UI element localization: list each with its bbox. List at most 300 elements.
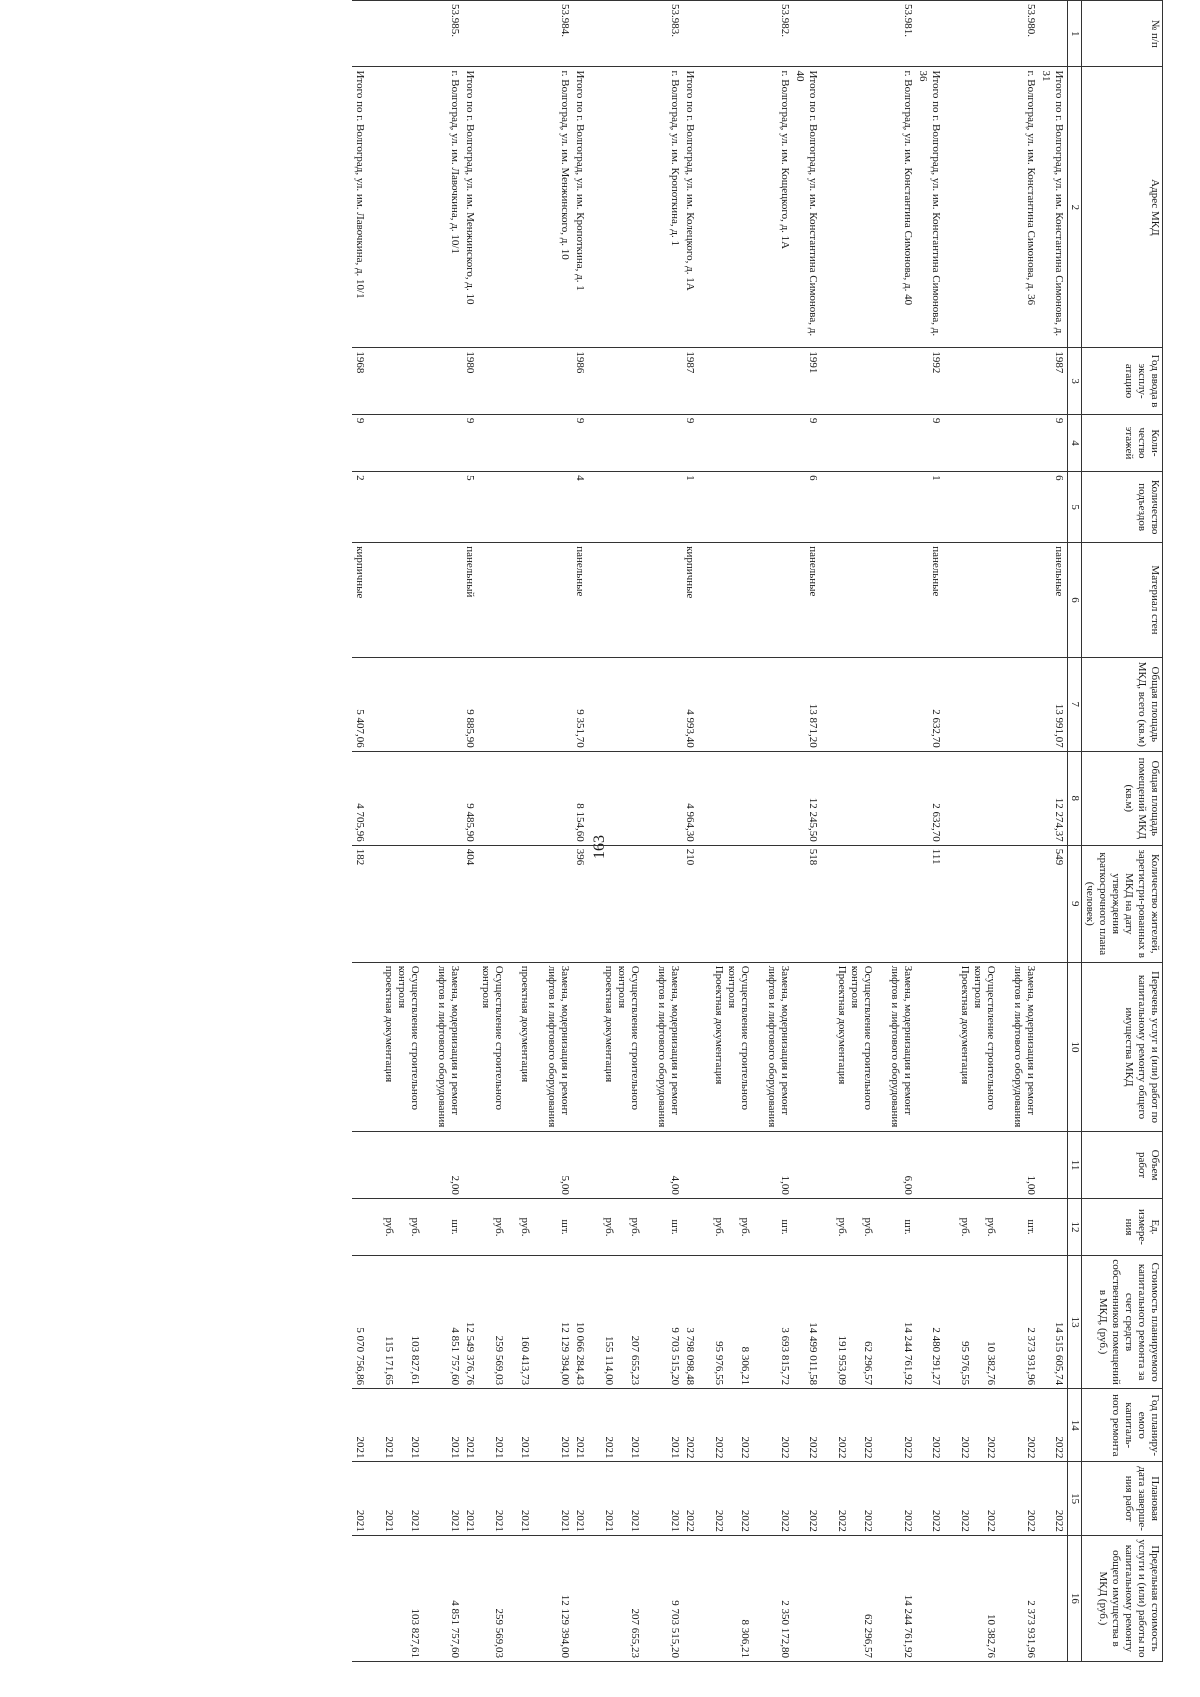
empty-cell [588,845,682,962]
cost [478,1256,572,1389]
cost-line: 3 693 815,72 [779,1327,791,1386]
cost-line: 4 851 757,60 [449,1327,461,1386]
column-header: Год ввода в эксплу-атацию [1082,348,1163,414]
floors-cell: 9 [1038,414,1068,471]
end-date [944,1462,1038,1535]
empty-cell [944,845,1038,962]
plan-year-line: 2022 [779,1436,791,1459]
empty-cell [368,657,462,751]
walls-cell: панельные [915,543,944,658]
end-date-line: 2021 [629,1509,641,1532]
volume-cell [462,1132,478,1198]
limit [478,1535,572,1661]
empty-cell [698,845,792,962]
address-cell: Итого по г. Волгоград, ул. им. Константина Симонова, д. 31 [1038,67,1068,348]
plan-year-line: 2021 [449,1436,461,1459]
cost-line: 14 244 761,92 [902,1321,914,1386]
empty-cell [944,472,1038,543]
works-line: Осуществление строительного контроля [480,965,505,1111]
works-line: Осуществление строительного контроля [616,965,641,1111]
end-date-line: 2021 [383,1509,395,1532]
column-header: № п/п [1082,1,1163,67]
row-number: 53.985. [368,1,462,67]
end-date [368,1462,462,1535]
cost-line: 160 413,73 [519,1335,531,1386]
column-number: 1 [1068,1,1082,67]
row-number [915,1,944,67]
unit-line: шт. [902,1219,914,1235]
column-number: 8 [1068,751,1082,845]
volume-line: 2,00 [449,1175,461,1195]
works-cell [792,962,821,1132]
entrances-cell: 6 [792,472,821,543]
entrances-cell: 4 [572,472,588,543]
limit-cell [462,1535,478,1661]
row-number: 53.983. [588,1,682,67]
limit-cell [792,1535,821,1661]
limit-line: 10 382,76 [985,1614,997,1658]
total-row [1038,1,1068,1662]
page-number: 163 [591,835,608,859]
plan-year [588,1389,682,1462]
column-header: Количество подъездов [1082,472,1163,543]
cost-line: 155 114,00 [603,1336,615,1386]
address-cell: Итого по г. Волгоград, ул. им. Лавочкина, д. 10/1 [352,67,368,348]
works-line: Проектная документация [836,965,848,1085]
limit-cell [915,1535,944,1661]
cost-line: 103 827,61 [409,1335,421,1386]
empty-cell [821,751,915,845]
walls-cell: кирпичные [352,543,368,658]
row-number [682,1,698,67]
total-row [352,1,368,1662]
works-line: Проектная документация [713,965,725,1085]
end-date-cell: 2022 [682,1462,698,1535]
plan-year-line: 2021 [669,1436,681,1459]
works-line: Замена, модернизация и ремонт лифтов и лифтового оборудования [766,965,791,1128]
works [698,962,792,1132]
unit [944,1198,1038,1255]
limit [698,1535,792,1661]
row-number [792,1,821,67]
table-row [821,1,915,1662]
area-rooms-cell: 12 245,50 [792,751,821,845]
floors-cell: 9 [792,414,821,471]
area-rooms-cell: 8 154,60 [572,751,588,845]
limit-line: 2 350 172,80 [779,1600,791,1658]
entrances-cell: 5 [462,472,478,543]
column-number: 4 [1068,414,1082,471]
limit [821,1535,915,1661]
table-row [698,1,792,1662]
plan-year [478,1389,572,1462]
column-number: 15 [1068,1462,1082,1535]
plan-year-line: 2021 [409,1436,421,1459]
limit-line [822,1539,848,1658]
cost-cell: 3 798 098,48 [682,1256,698,1389]
year-cell: 1987 [682,348,698,414]
end-date-line: 2022 [959,1509,971,1532]
address-cell: Итого по г. Волгоград, ул. им. Константина Симонова, д. 36 [915,67,944,348]
empty-cell [588,472,682,543]
empty-cell [368,845,462,962]
floors-cell: 9 [682,414,698,471]
column-number: 11 [1068,1132,1082,1198]
row-number [462,1,478,67]
plan-year-cell: 2022 [792,1389,821,1462]
address-cell: г. Волгоград, ул. им. Кропоткина, д. 1 [588,67,682,348]
limit-cell [682,1535,698,1661]
limit-line [505,1539,531,1658]
end-date-cell: 2022 [792,1462,821,1535]
empty-cell [478,845,572,962]
year-cell: 1968 [352,348,368,414]
cost-line: 9 703 515,20 [669,1327,681,1386]
walls-cell: панельные [1038,543,1068,658]
end-date [588,1462,682,1535]
empty-cell [478,348,572,414]
address-cell: Итого по г. Волгоград, ул. им. Менжинского, д. 10 [462,67,478,348]
empty-cell [944,657,1038,751]
unit-cell [352,1198,368,1255]
limit-cell [572,1535,588,1661]
works [588,962,682,1132]
works-line: Замена, модернизация и ремонт лифтов и лифтового оборудования [436,965,461,1128]
column-number: 14 [1068,1389,1082,1462]
column-header: Общая площадь помещений МКД (кв.м) [1082,751,1163,845]
column-header: Коли-чество этажей [1082,414,1163,471]
total-row [915,1,944,1662]
floors-cell: 9 [352,414,368,471]
empty-cell [478,751,572,845]
volume-line: 6,00 [902,1175,914,1195]
unit [478,1198,572,1255]
end-date-line: 2022 [985,1509,997,1532]
empty-cell [821,657,915,751]
empty-cell [698,751,792,845]
plan-year [368,1389,462,1462]
empty-cell [478,657,572,751]
unit-line: руб. [959,1217,971,1237]
limit [588,1535,682,1661]
end-date-line: 2021 [493,1509,505,1532]
row-number [572,1,588,67]
unit-line: руб. [519,1217,531,1237]
works-line: проектная документация [603,965,615,1083]
row-number [1038,1,1068,67]
plan-year-line: 2022 [739,1436,751,1459]
empty-cell [368,472,462,543]
empty-cell [944,751,1038,845]
empty-cell [821,348,915,414]
end-date-line: 2021 [519,1509,531,1532]
empty-cell [588,348,682,414]
empty-cell [821,414,915,471]
empty-cell [698,348,792,414]
volume-cell [682,1132,698,1198]
column-header: Ед. измере-ния [1082,1198,1163,1255]
plan-year-line: 2021 [629,1436,641,1459]
empty-cell [478,414,572,471]
volume-cell [915,1132,944,1198]
walls-cell: панельные [572,543,588,658]
unit-line: шт. [449,1219,461,1235]
total-row [462,1,478,1662]
floors-cell: 9 [462,414,478,471]
area-total-cell: 5 407,06 [352,657,368,751]
entrances-cell: 1 [915,472,944,543]
end-date-line: 2022 [902,1509,914,1532]
cost-cell: 14 515 605,74 [1038,1256,1068,1389]
plan-year-cell: 2022 [915,1389,944,1462]
limit-line [945,1539,971,1658]
volume-line [971,1135,997,1194]
plan-year-line: 2021 [383,1436,395,1459]
unit-line: руб. [409,1217,421,1237]
address-cell: Итого по г. Волгоград, ул. им. Колецкого, д. 1А [682,67,698,348]
volume-cell [572,1132,588,1198]
address-cell: г. Волгоград, ул. им. Кощецкого, д. 1А [698,67,792,348]
limit-line: 103 827,61 [409,1608,421,1658]
empty-cell [944,414,1038,471]
cost-cell: 14 499 011,58 [792,1256,821,1389]
cost [944,1256,1038,1389]
empty-cell [821,543,915,658]
volume-line: 1,00 [1025,1175,1037,1195]
table-row [944,1,1038,1662]
works-line: Осуществление строительного контроля [972,965,997,1111]
address-cell: г. Волгоград, ул. им. Константина Симонова, д. 36 [944,67,1038,348]
empty-cell [478,472,572,543]
limit-cell [1038,1535,1068,1661]
volume-cell [1038,1132,1068,1198]
works [821,962,915,1132]
cost-cell: 5 070 756,86 [352,1256,368,1389]
residents-cell: 182 [352,845,368,962]
address-cell: Итого по г. Волгоград, ул. им. Кропоткина, д. 1 [572,67,588,348]
end-date-line: 2022 [739,1509,751,1532]
column-number-row [1068,1,1082,1662]
cost [588,1256,682,1389]
total-row [792,1,821,1662]
column-number: 9 [1068,845,1082,962]
works-line: Замена, модернизация и ремонт лифтов и лифтового оборудования [1012,965,1037,1128]
empty-cell [588,657,682,751]
limit-line: 207 655,23 [629,1608,641,1658]
works-line: Замена, модернизация и ремонт лифтов и лифтового оборудования [656,965,681,1128]
end-date-line: 2021 [669,1509,681,1532]
empty-cell [698,543,792,658]
unit-line: шт. [559,1219,571,1235]
limit-line [369,1539,395,1658]
cost-line: 8 306,21 [739,1346,751,1386]
empty-cell [478,543,572,658]
unit [698,1198,792,1255]
volume [944,1132,1038,1198]
cost-line: 12 129 394,00 [559,1321,571,1386]
cost-cell: 10 066 284,43 [572,1256,588,1389]
plan-year-line: 2022 [959,1436,971,1459]
works-line: Осуществление строительного контроля [396,965,421,1111]
end-date-line: 2021 [409,1509,421,1532]
cost-line: 2 373 931,96 [1025,1327,1037,1386]
end-date-cell: 2021 [352,1462,368,1535]
column-header: Материал стен [1082,543,1163,658]
empty-cell [368,414,462,471]
unit-line: шт. [779,1219,791,1235]
area-total-cell: 13 991,07 [1038,657,1068,751]
empty-cell [368,543,462,658]
cost [821,1256,915,1389]
unit-cell [572,1198,588,1255]
limit [368,1535,462,1661]
column-number: 3 [1068,348,1082,414]
residents-cell: 111 [915,845,944,962]
works-line: проектная документация [383,965,395,1083]
year-cell: 1987 [1038,348,1068,414]
column-header: Общая площадь МКД, всего (кв.м) [1082,657,1163,751]
column-header: Предельная стоимость услуги и (или) работы по капитальному ремонту общего имущества в МКД (руб.) [1082,1535,1163,1661]
empty-cell [588,751,682,845]
plan-year-line: 2021 [493,1436,505,1459]
empty-cell [698,657,792,751]
works-cell [682,962,698,1132]
total-row [572,1,588,1662]
limit [944,1535,1038,1661]
end-date-cell: 2021 [462,1462,478,1535]
volume-line [395,1135,421,1194]
volume-line [369,1135,395,1194]
area-total-cell: 2 632,70 [915,657,944,751]
plan-year [944,1389,1038,1462]
address-cell: г. Волгоград, ул. им. Лавочкина, д. 10/1 [368,67,462,348]
cost-line: 10 382,76 [985,1341,997,1386]
volume-line [945,1135,971,1194]
end-date-cell: 2022 [915,1462,944,1535]
unit-cell [1038,1198,1068,1255]
entrances-cell: 2 [352,472,368,543]
works-cell [352,962,368,1132]
end-date-line: 2021 [449,1509,461,1532]
volume-line [848,1135,874,1194]
row-number: 53.982. [698,1,792,67]
works [944,962,1038,1132]
end-date-cell: 2022 [1038,1462,1068,1535]
volume-line [589,1135,615,1194]
cost [368,1256,462,1389]
total-row [682,1,698,1662]
empty-cell [944,348,1038,414]
empty-cell [698,414,792,471]
works-cell [1038,962,1068,1132]
header-row [1082,1,1163,1662]
residents-cell: 396 [572,845,588,962]
end-date-line: 2022 [713,1509,725,1532]
volume-line [505,1135,531,1194]
end-date [821,1462,915,1535]
year-cell: 1992 [915,348,944,414]
volume-line [822,1135,848,1194]
unit-cell [792,1198,821,1255]
end-date-cell: 2021 [572,1462,588,1535]
limit-line: 259 569,03 [493,1608,505,1658]
floors-cell: 9 [572,414,588,471]
volume-line: 1,00 [779,1175,791,1195]
address-cell: Итого по г. Волгоград, ул. им. Константина Симонова, д. 40 [792,67,821,348]
address-cell: г. Волгоград, ул. им. Константина Симонова, д. 40 [821,67,915,348]
plan-year-line: 2022 [836,1436,848,1459]
volume [368,1132,462,1198]
volume [478,1132,572,1198]
cost-line: 115 171,65 [383,1336,395,1386]
end-date-line: 2022 [1025,1509,1037,1532]
empty-cell [588,414,682,471]
unit-line: руб. [985,1217,997,1237]
plan-year-cell: 2021 [572,1389,588,1462]
table-row [478,1,572,1662]
row-number [352,1,368,67]
unit-line: руб. [739,1217,751,1237]
volume-line [615,1135,641,1194]
walls-cell: кирпичные [682,543,698,658]
works-line: Проектная документация [959,965,971,1085]
cost-line: 207 655,23 [629,1335,641,1386]
row-number: 53.980. [944,1,1038,67]
column-header: Количество жителей, зарегистри-рованных в МКД на дату утверждения краткосрочного плана (человек) [1082,845,1163,962]
column-number: 13 [1068,1256,1082,1389]
column-number: 12 [1068,1198,1082,1255]
volume-line: 4,00 [669,1175,681,1195]
cost-line: 62 296,57 [862,1341,874,1386]
limit-line: 8 306,21 [739,1619,751,1658]
column-header: Год планиру-емого капиталь-ного ремонта [1082,1389,1163,1462]
limit-line [699,1539,725,1658]
works-cell [572,962,588,1132]
residents-cell: 518 [792,845,821,962]
plan-year-cell: 2022 [682,1389,698,1462]
row-number: 53.981. [821,1,915,67]
limit-line [589,1539,615,1658]
cost-line: 259 569,03 [493,1335,505,1386]
works [368,962,462,1132]
unit-line: руб. [836,1217,848,1237]
empty-cell [368,751,462,845]
entrances-cell: 1 [682,472,698,543]
end-date-line: 2021 [603,1509,615,1532]
plan-year-cell: 2022 [1038,1389,1068,1462]
plan-year-cell: 2021 [462,1389,478,1462]
table-row [588,1,682,1662]
column-number: 10 [1068,962,1082,1132]
unit-cell [915,1198,944,1255]
residents-cell: 404 [462,845,478,962]
plan-year-line: 2022 [862,1436,874,1459]
unit-line: шт. [1025,1219,1037,1235]
unit-line: руб. [383,1217,395,1237]
limit-line: 2 373 931,96 [1025,1600,1037,1658]
column-number: 2 [1068,67,1082,348]
address-cell: г. Волгоград, ул. им. Менжинского, д. 10 [478,67,572,348]
end-date-line: 2021 [559,1509,571,1532]
plan-year-cell: 2021 [352,1389,368,1462]
volume-cell [352,1132,368,1198]
unit [821,1198,915,1255]
empty-cell [821,845,915,962]
column-header: Адрес МКД [1082,67,1163,348]
works-line: Осуществление строительного контроля [849,965,874,1111]
unit-line: руб. [862,1217,874,1237]
plan-year-line: 2021 [519,1436,531,1459]
